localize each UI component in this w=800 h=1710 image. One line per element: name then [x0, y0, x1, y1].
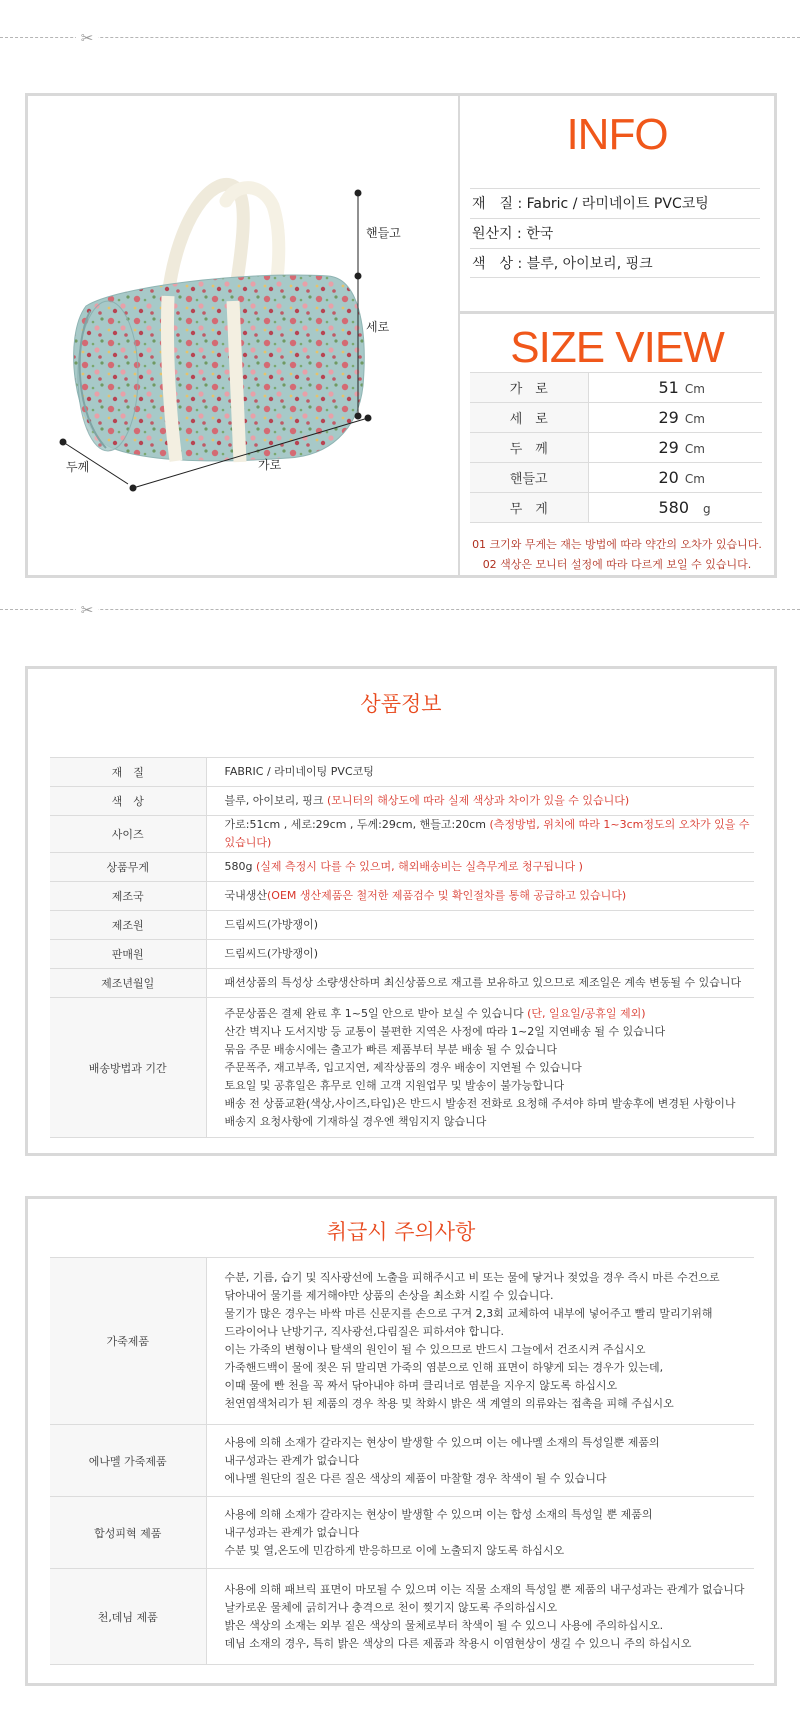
- size-label: 무 게: [470, 493, 588, 523]
- product-info-title: 상품정보: [360, 692, 442, 716]
- table-row: [50, 940, 754, 969]
- dashed-divider: [0, 37, 800, 38]
- table-row: [50, 882, 754, 911]
- row-note: (모니터의 해상도에 따라 실제 색상과 차이가 있을 수 있습니다): [327, 794, 630, 807]
- care-line: 내구성과는 관계가 없습니다: [224, 1453, 360, 1467]
- bag-strap-right: [233, 301, 240, 462]
- care-line: 날카로운 물체에 긁히거나 충격으로 천이 찢기지 않도록 주의하십시오: [224, 1600, 558, 1614]
- table-row: [50, 758, 754, 787]
- row-value: FABRIC / 라미네이팅 PVC코팅: [224, 765, 374, 778]
- care-line: 데님 소재의 경우, 특히 밝은 색상의 다른 제품과 착용시 이염현상이 생길 수 있으니 주의 하십시오: [224, 1636, 692, 1650]
- shipping-note: (단, 일요일/공휴일 제외): [527, 1006, 646, 1020]
- size-label: 가 로: [470, 373, 588, 403]
- care-line: 천연염색처리가 된 제품의 경우 착용 및 착화시 밝은 색 계열의 의류와는 접촉을 피해 주십시오: [224, 1397, 674, 1410]
- bag-illustration: [28, 96, 460, 575]
- table-row: [50, 969, 754, 998]
- size-value: 51: [658, 378, 679, 397]
- cut-line-middle: [0, 600, 800, 620]
- dim-label-height: 세로: [366, 320, 390, 334]
- cut-line-top: [0, 28, 800, 48]
- scissors-icon: ✂: [76, 28, 98, 48]
- row-key: 제조원: [50, 911, 206, 940]
- dim-label-depth: 두께: [66, 460, 90, 474]
- size-note-1: 01 크기와 무게는 재는 방법에 따라 약간의 오차가 있습니다.: [472, 538, 762, 551]
- row-key: 상품무게: [50, 853, 206, 882]
- size-row: [470, 463, 762, 493]
- row-value: 드림씨드(가방쟁이): [224, 947, 319, 960]
- row-key: 색 상: [50, 787, 206, 816]
- scissors-icon: ✂: [76, 600, 98, 620]
- table-row: [50, 998, 754, 1138]
- dashed-divider: [0, 609, 800, 610]
- table-row: [50, 1425, 754, 1497]
- care-line: 물기가 많은 경우는 바싹 마른 신문지를 손으로 구겨 2,3회 교체하여 내부에 넣어주고 빨리 말리기위해: [224, 1307, 713, 1320]
- row-value: 블루, 아이보리, 핑크: [224, 794, 327, 807]
- row-value: 국내생산: [224, 889, 268, 902]
- row-key: 재 질: [50, 758, 206, 787]
- row-key: 제조국: [50, 882, 206, 911]
- size-unit: Cm: [684, 472, 705, 486]
- shipping-line: 주문폭주, 재고부족, 입고지연, 제작상품의 경우 배송이 지연될 수 있습니다: [224, 1060, 582, 1074]
- row-note: (측정방법, 위치에 따라 1~3cm정도의 오차가 있을 수 있습니다): [224, 818, 750, 849]
- table-row: [50, 787, 754, 816]
- size-note-2: 02 색상은 모니터 설정에 따라 다르게 보일 수 있습니다.: [482, 558, 752, 571]
- table-row: [50, 853, 754, 882]
- size-row: [470, 493, 762, 523]
- care-line: 가죽핸드백이 물에 젖은 뒤 말리면 가죽의 염분으로 인해 표면이 하얗게 되는 경우가 있는데,: [224, 1361, 664, 1374]
- row-key: 에나멜 가죽제품: [50, 1425, 206, 1497]
- shipping-line: 주문상품은 결제 완료 후 1~5일 안으로 받아 보실 수 있습니다: [224, 1006, 528, 1020]
- care-title: 취급시 주의사항: [326, 1220, 476, 1244]
- product-info-box: [25, 666, 777, 1156]
- info-row-color: 색 상 : 블루, 아이보리, 핑크: [470, 248, 760, 278]
- row-key: 가죽제품: [50, 1258, 206, 1425]
- care-box: [25, 1196, 777, 1686]
- dim-label-width: 가로: [258, 458, 282, 472]
- care-line: 드라이어나 난방기구, 직사광선,다림질은 피하셔야 합니다.: [224, 1325, 504, 1338]
- row-key: 배송방법과 기간: [50, 998, 206, 1138]
- care-line: 이는 가죽의 변형이나 탈색의 원인이 될 수 있으므로 반드시 그늘에서 건조시켜 주십시오: [224, 1343, 646, 1356]
- care-table: [50, 1257, 754, 1665]
- info-row-material: 재 질 : Fabric / 라미네이트 PVC코팅: [470, 188, 760, 218]
- row-value: 드림씨드(가방쟁이): [224, 918, 319, 931]
- row-value: 가로:51cm , 세로:29cm , 두께:29cm, 핸들고:20cm: [224, 818, 490, 831]
- table-row: [50, 1258, 754, 1425]
- care-line: 사용에 의해 소재가 갈라지는 현상이 발생할 수 있으며 이는 합성 소재의 특성일 뿐 제품의: [224, 1507, 653, 1521]
- size-value: 20: [658, 468, 679, 487]
- info-pane: [460, 96, 774, 314]
- shipping-line: 토요일 및 공휴일은 휴무로 인해 고객 지원업무 및 발송이 불가능합니다: [224, 1078, 565, 1092]
- shipping-line: 산간 벽지나 도서지방 등 교통이 불편한 지역은 사정에 따라 1~2일 지연배송 될 수 있습니다: [224, 1024, 666, 1038]
- info-list: [470, 188, 760, 278]
- table-row: [50, 1497, 754, 1569]
- shipping-line: 배송지 요청사항에 기재하실 경우엔 책임지지 않습니다: [224, 1114, 487, 1128]
- care-line: 사용에 의해 소재가 갈라지는 현상이 발생할 수 있으며 이는 에나멜 소재의 특성일뿐 제품의: [224, 1435, 660, 1449]
- care-line: 이때 물에 빤 천을 꼭 짜서 닦아내야 하며 클리너로 염분을 지우지 않도록 하십시오: [224, 1379, 618, 1392]
- row-key: 사이즈: [50, 816, 206, 853]
- size-unit: Cm: [684, 412, 705, 426]
- size-label: 핸들고: [470, 463, 588, 493]
- care-line: 에나멜 원단의 질은 다른 질은 색상의 제품이 마찰할 경우 착색이 될 수 있습니다: [224, 1471, 607, 1485]
- size-value: 29: [658, 408, 679, 427]
- info-title: INFO: [566, 110, 668, 159]
- care-line: 내구성과는 관계가 없습니다: [224, 1525, 360, 1539]
- table-row: [50, 816, 754, 853]
- size-unit: Cm: [684, 442, 705, 456]
- care-line: 수분 및 열,온도에 민감하게 반응하므로 이에 노출되지 않도록 하십시오: [224, 1543, 565, 1557]
- care-line: 수분, 기름, 습기 및 직사광선에 노출을 피해주시고 비 또는 물에 닿거나 젖었을 경우 즉시 마른 수건으로: [224, 1271, 720, 1284]
- size-label: 세 로: [470, 403, 588, 433]
- shipping-line: 배송 전 상품교환(색상,사이즈,타입)은 반드시 발송전 전화로 요청해 주셔야 하며 발송후에 변경된 사항이나: [224, 1096, 736, 1110]
- size-row: [470, 373, 762, 403]
- size-value: 580: [658, 498, 690, 517]
- product-photo-pane: [28, 96, 460, 575]
- dim-label-handle: 핸들고: [366, 226, 401, 240]
- table-row: [50, 1569, 754, 1665]
- product-summary-box: [25, 93, 777, 578]
- row-note: (실제 측정시 다를 수 있으며, 해외배송비는 실측무게로 청구됩니다 ): [255, 860, 583, 873]
- row-key: 판매원: [50, 940, 206, 969]
- care-line: 닦아내어 물기를 제거해야만 상품의 손상을 최소화 시킬 수 있습니다.: [224, 1289, 554, 1302]
- row-value: 패션상품의 특성상 소량생산하며 최신상품으로 재고를 보유하고 있으므로 제조일은 계속 변동될 수 있습니다: [224, 976, 742, 989]
- row-note: (OEM 생산제품은 철저한 제품검수 및 확인절차를 통해 공급하고 있습니다): [267, 889, 627, 902]
- size-view-pane: [460, 314, 774, 575]
- row-value: 580g: [224, 860, 256, 873]
- product-info-table: [50, 757, 754, 1138]
- care-line: 밝은 색상의 소재는 외부 짙은 색상의 물체로부터 착색이 될 수 있으니 사용에 주의하십시오.: [224, 1618, 664, 1632]
- size-unit: Cm: [684, 382, 705, 396]
- row-key: 천,데님 제품: [50, 1569, 206, 1665]
- row-key: 합성피혁 제품: [50, 1497, 206, 1569]
- care-line: 사용에 의해 패브릭 표면이 마모될 수 있으며 이는 직물 소재의 특성일 뿐 제품의 내구성과는 관계가 없습니다: [224, 1582, 745, 1596]
- size-row: [470, 433, 762, 463]
- size-value: 29: [658, 438, 679, 457]
- size-view-title: SIZE VIEW: [510, 323, 724, 372]
- shipping-line: 묶음 주문 배송시에는 출고가 빠른 제품부터 부분 배송 될 수 있습니다: [224, 1042, 557, 1056]
- size-label: 두 께: [470, 433, 588, 463]
- row-key: 제조년월일: [50, 969, 206, 998]
- info-row-origin: 원산지 : 한국: [470, 218, 760, 248]
- size-table: [470, 372, 762, 523]
- table-row: [50, 911, 754, 940]
- size-row: [470, 403, 762, 433]
- size-unit: g: [703, 502, 711, 516]
